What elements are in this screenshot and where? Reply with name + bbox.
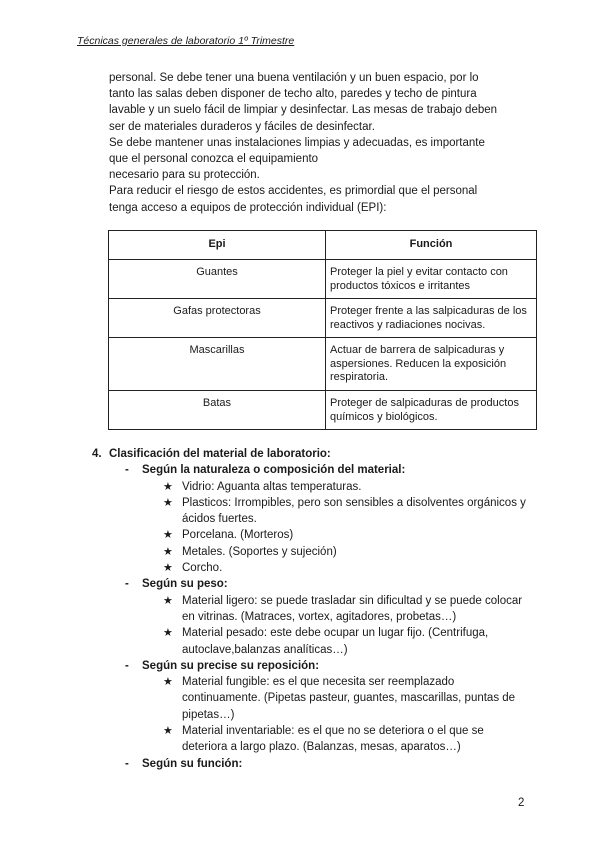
star-icon: ★ [163,480,173,493]
list-item [92,495,532,528]
table-row [109,338,537,391]
table-row [109,299,537,338]
section-number: 4. [92,448,102,460]
epi-cell: Guantes [109,260,326,299]
section-title-text: Clasificación del material de laboratorio: [109,448,331,460]
intro-line: lavable y un suelo fácil de limpiar y desinfectar. Las mesas de trabajo deben [109,104,498,117]
table-row [109,260,537,299]
funcion-cell: Actuar de barrera de salpicaduras y aspersiones. Reducen la exposición respiratoria. [326,338,537,391]
list-item [92,674,532,723]
section-title [92,446,532,462]
subsection-title [92,658,532,674]
list-item-text: Material fungible: es el que necesita ser reemplazado continuamente. (Pipetas pasteur, guantes, mascarillas, puntas de pipetas…) [182,676,516,721]
epi-cell: Batas [109,391,326,430]
page-header: Técnicas generales de laboratorio 1º Trimestre [77,35,295,47]
subsection-title-text: Según la naturaleza o composición del material: [142,464,406,477]
table-row [109,391,537,430]
list-item-text: Corcho. [182,562,223,575]
star-icon: ★ [163,676,173,689]
subsection-title-text: Según su precise su reposición: [142,659,320,672]
star-icon: ★ [163,627,173,640]
dash-bullet: - [125,757,129,770]
star-icon: ★ [163,529,173,542]
intro-line: que el personal conozca el equipamiento [109,153,319,166]
table-header-row [109,231,537,260]
list-item-text: Plasticos: Irrompibles, pero son sensibles a disolventes orgánicos y ácidos fuertes. [182,496,526,526]
subsection-title-text: Según su función: [142,757,243,770]
subsection-title [92,756,532,772]
list-item [92,527,532,543]
list-item-text: Material pesado: este debe ocupar un lugar fijo. (Centrifuga, autoclave,balanzas analíticas…) [182,627,489,656]
funcion-cell: Proteger frente a las salpicaduras de los reactivos y radiaciones nocivas. [326,299,537,338]
intro-line: ser de materiales duraderos y fáciles de desinfectar. [109,120,375,133]
list-item-text: Vidrio: Aguanta altas temperaturas. [182,480,362,493]
intro-line: tanto las salas deben disponer de techo alto, paredes y techo de pintura [109,88,477,101]
list-item-text: Metales. (Soportes y sujeción) [182,545,337,558]
page-number: 2 [518,797,525,809]
dash-bullet: - [125,659,129,672]
star-icon: ★ [163,545,173,558]
list-item-text: Porcelana. (Morteros) [182,529,294,542]
subsection-title [92,576,532,592]
intro-line: personal. Se debe tener una buena ventilación y un buen espacio, por lo [109,72,479,84]
classification-section [92,446,532,772]
list-item [92,625,532,658]
intro-line: Se debe mantener unas instalaciones limpias y adecuadas, es importante [109,136,485,149]
intro-line: necesario para su protección. [109,169,260,182]
star-icon: ★ [163,496,173,509]
list-item [92,544,532,560]
epi-cell: Mascarillas [109,338,326,391]
epi-cell: Gafas protectoras [109,299,326,338]
intro-line: tenga acceso a equipos de protección individual (EPI): [109,201,387,214]
intro-line: Para reducir el riesgo de estos accidentes, es primordial que el personal [109,185,478,198]
funcion-cell: Proteger la piel y evitar contacto con productos tóxicos e irritantes [326,260,537,299]
list-item [92,723,532,756]
list-item-text: Material ligero: se puede trasladar sin dificultad y se puede colocar en vitrinas. (Matraces, vortex, agitadores, probetas…) [182,594,523,623]
epi-table [108,230,537,430]
list-item [92,479,532,495]
list-item [92,593,532,626]
subsection-title [92,462,532,478]
column-header-epi: Epi [109,231,326,260]
star-icon: ★ [163,594,173,607]
list-item [92,560,532,576]
subsection-title-text: Según su peso: [142,578,228,591]
star-icon: ★ [163,725,173,738]
list-item-text: Material inventariable: es el que no se deteriora o el que se deteriora a largo plazo. (Balanzas, mesas, aparatos…) [182,725,484,754]
funcion-cell: Proteger de salpicaduras de productos químicos y biológicos. [326,391,537,430]
dash-bullet: - [125,578,129,591]
column-header-funcion: Función [326,231,537,260]
dash-bullet: - [125,464,129,477]
star-icon: ★ [163,562,173,575]
intro-paragraph [109,70,529,216]
